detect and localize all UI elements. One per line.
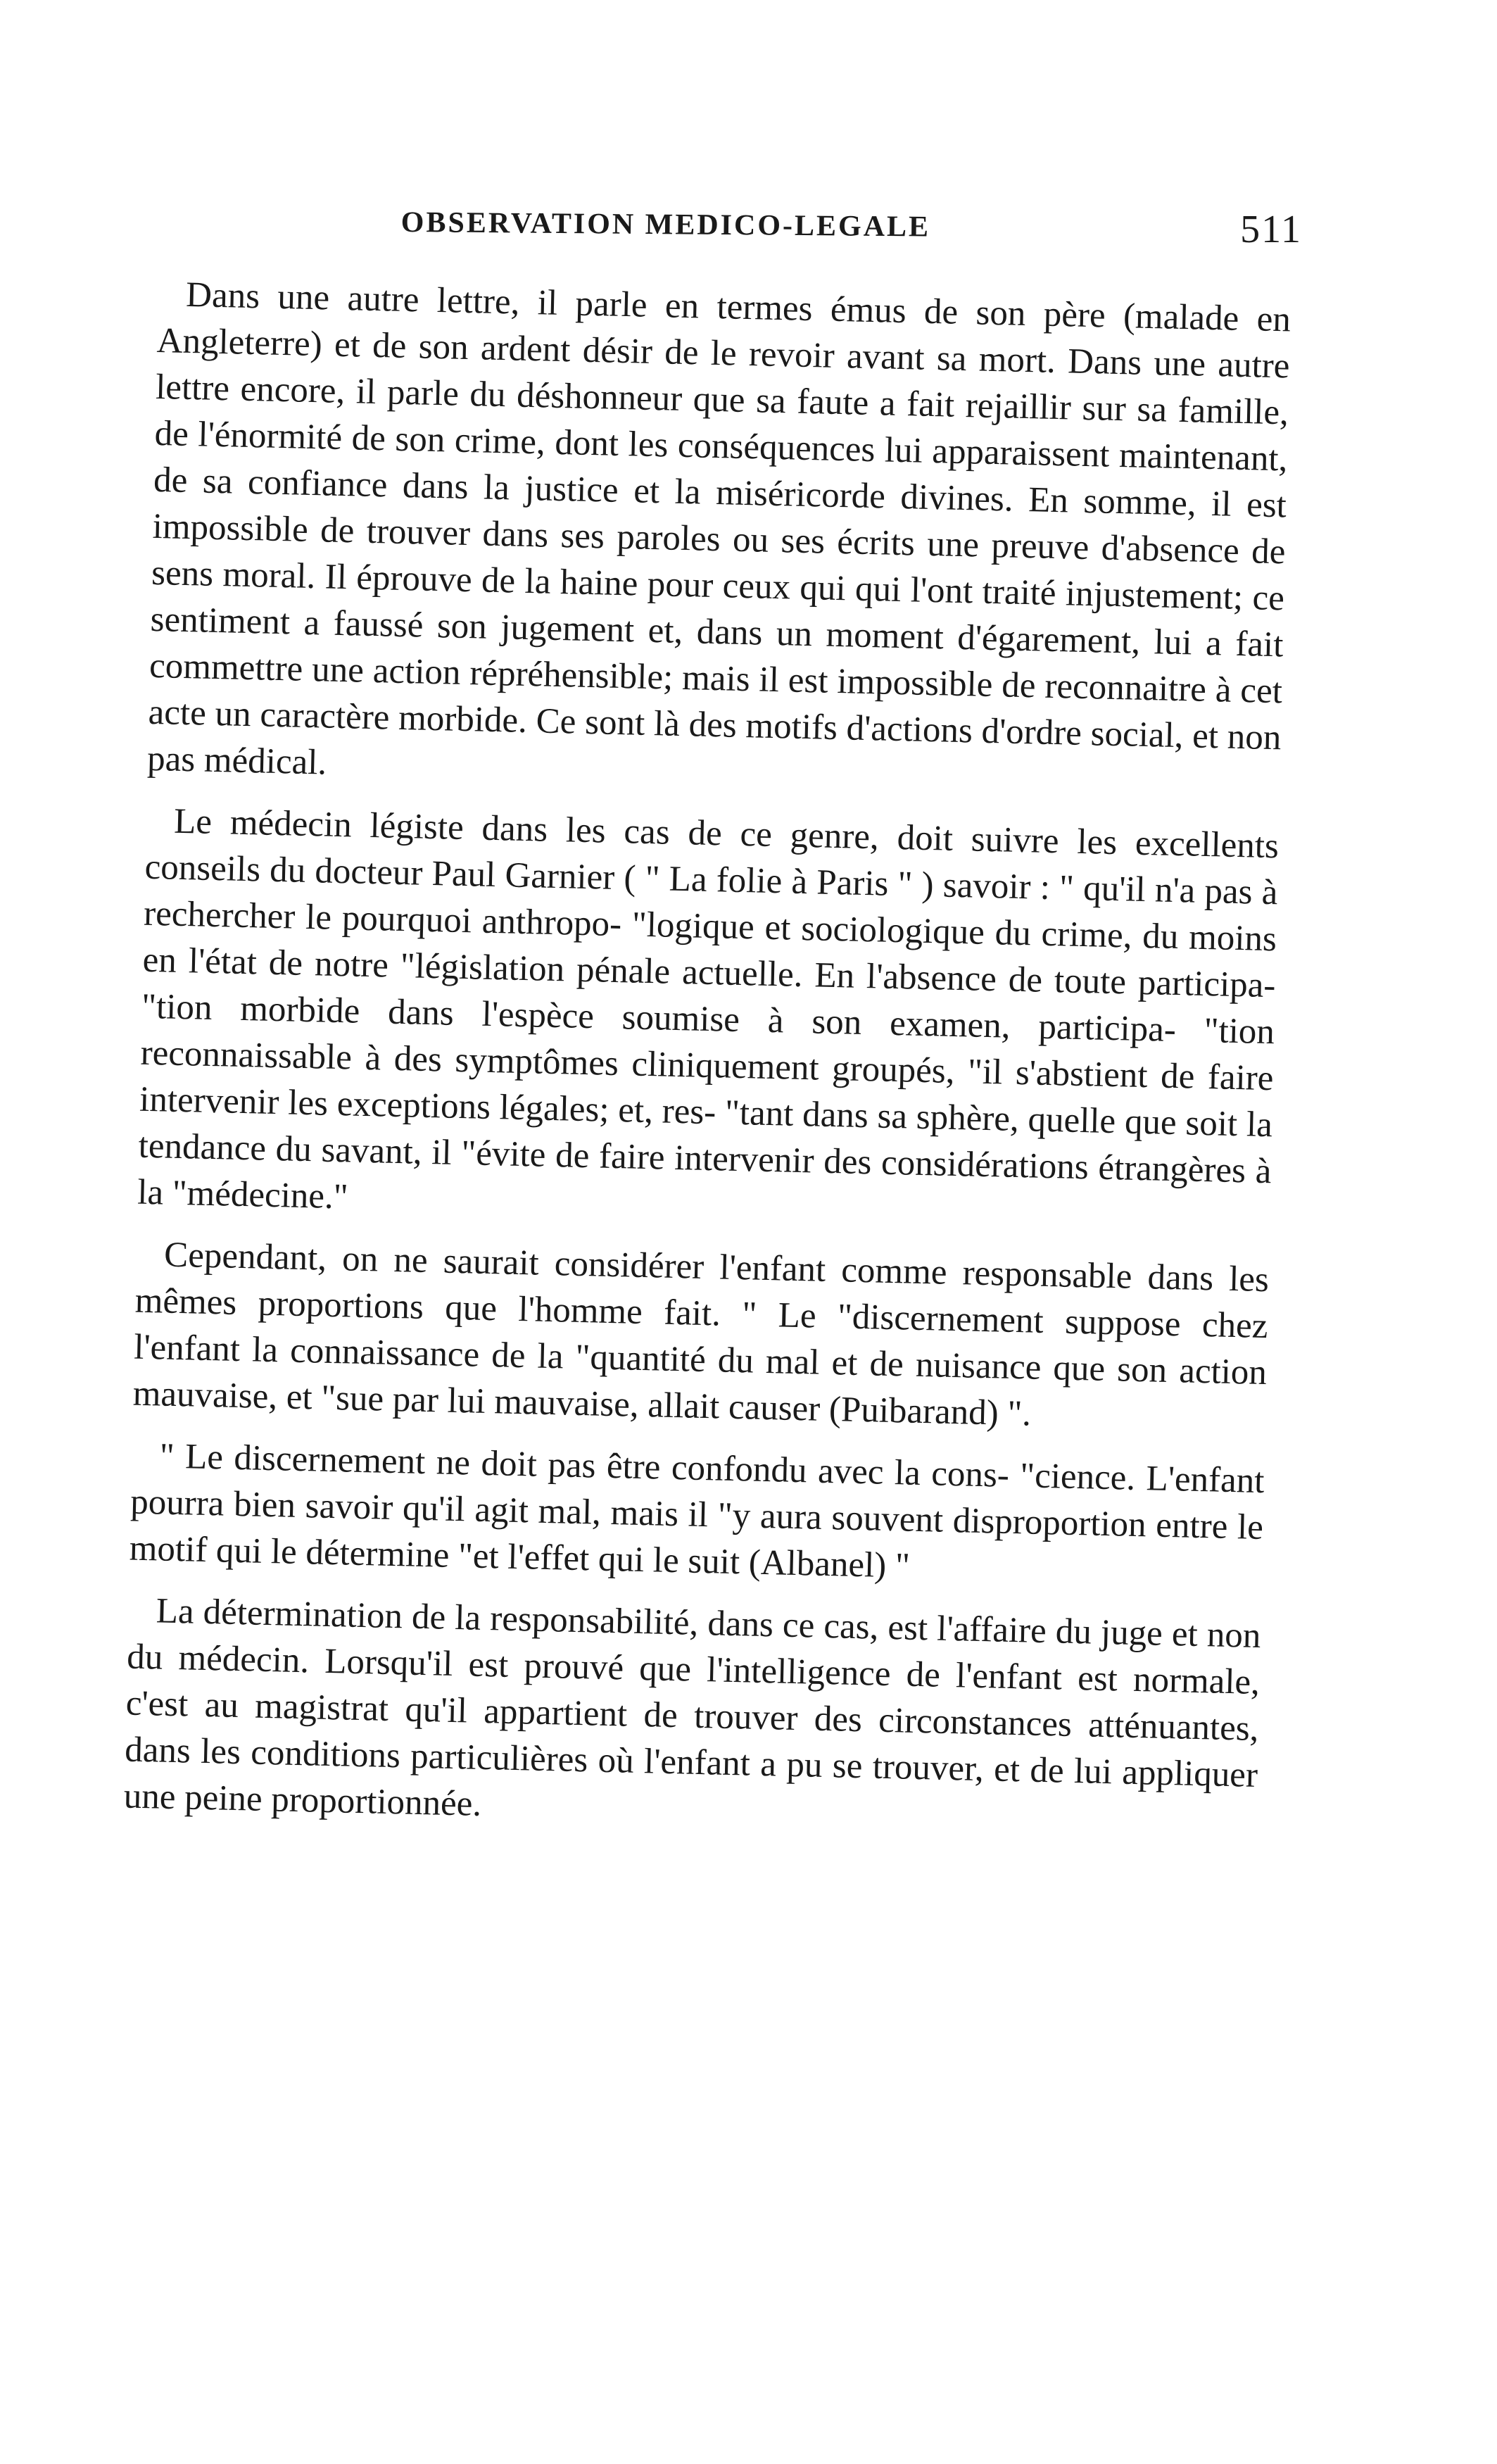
paragraph-responsibility: Cependant, on ne saurait considérer l'enfant comme responsable dans les mêmes proportions que l'homme fait. " Le "discernement suppose chez l'enfant la connaissance de la "quantité du mal et de nuisance que son action mauvaise, et "sue par lui mauvaise, allait causer (Puibarand) ". (132, 1235, 1270, 1434)
running-head: OBSERVATION MEDICO-LEGALE (400, 206, 931, 244)
page-header (162, 197, 1302, 253)
page-number: 511 (1240, 208, 1302, 251)
paragraph-albanel-quote: " Le discernement ne doit pas être confondu avec la cons- "cience. L'enfant pourra bien savoir qu'il agit mal, mais il "y aura souvent disproportion entre le motif qui le détermine "et l'effet qui le suit (Albanel) " (129, 1436, 1265, 1586)
paragraph-garnier-quote: Le médecin légiste dans les cas de ce genre, doit suivre les excellents conseils du docteur Paul Garnier ( " La folie à Paris " ) savoir : " qu'il n'a pas à rechercher le pourquoi anthropo- "logique et sociologique du crime, du moins en l'état de notre "législation pénale actuelle. En l'absence de toute participa- "tion morbide dans l'espèce soumise à son examen, participa- "tion reconnaissable à des symptômes cliniquement groupés, "il s'abstient de faire intervenir les exceptions légales; et, res- "tant dans sa sphère, quelle que soit la tendance du savant, il "évite de faire intervenir des considérations étrangères à la "médecine." (137, 801, 1280, 1217)
body-text (123, 271, 1291, 1861)
paragraph-determination: La détermination de la responsabilité, dans ce cas, est l'affaire du juge et non du médecin. Lorsqu'il est prouvé que l'intelligence de l'enfant est normale, c'est au magistrat qu'il appartient de trouver des circonstances atténuantes, dans les conditions particulières où l'enfant a pu se trouver, et de lui appliquer une peine proportionnée. (123, 1591, 1262, 1824)
paragraph-letters: Dans une autre lettre, il parle en termes émus de son père (malade en Angleterre) et de son ardent désir de le revoir avant sa mort. Dans une autre lettre encore, il parle du déshonneur que sa faute a fait rejaillir sur sa famille, de l'énormité de son crime, dont les conséquences lui apparaissent maintenant, de sa confiance dans la justice et la miséricorde divines. En somme, il est impossible de trouver dans ses paroles ou ses écrits une preuve d'absence de sens moral. Il éprouve de la haine pour ceux qui qui l'ont traité injustement; ce sentiment a faussé son jugement et, dans un moment d'égarement, lui a fait commettre une action répréhensible; mais il est impossible de reconnaitre à cet acte un caractère morbide. Ce sont là des motifs d'actions d'ordre social, et non pas médical. (146, 275, 1291, 783)
